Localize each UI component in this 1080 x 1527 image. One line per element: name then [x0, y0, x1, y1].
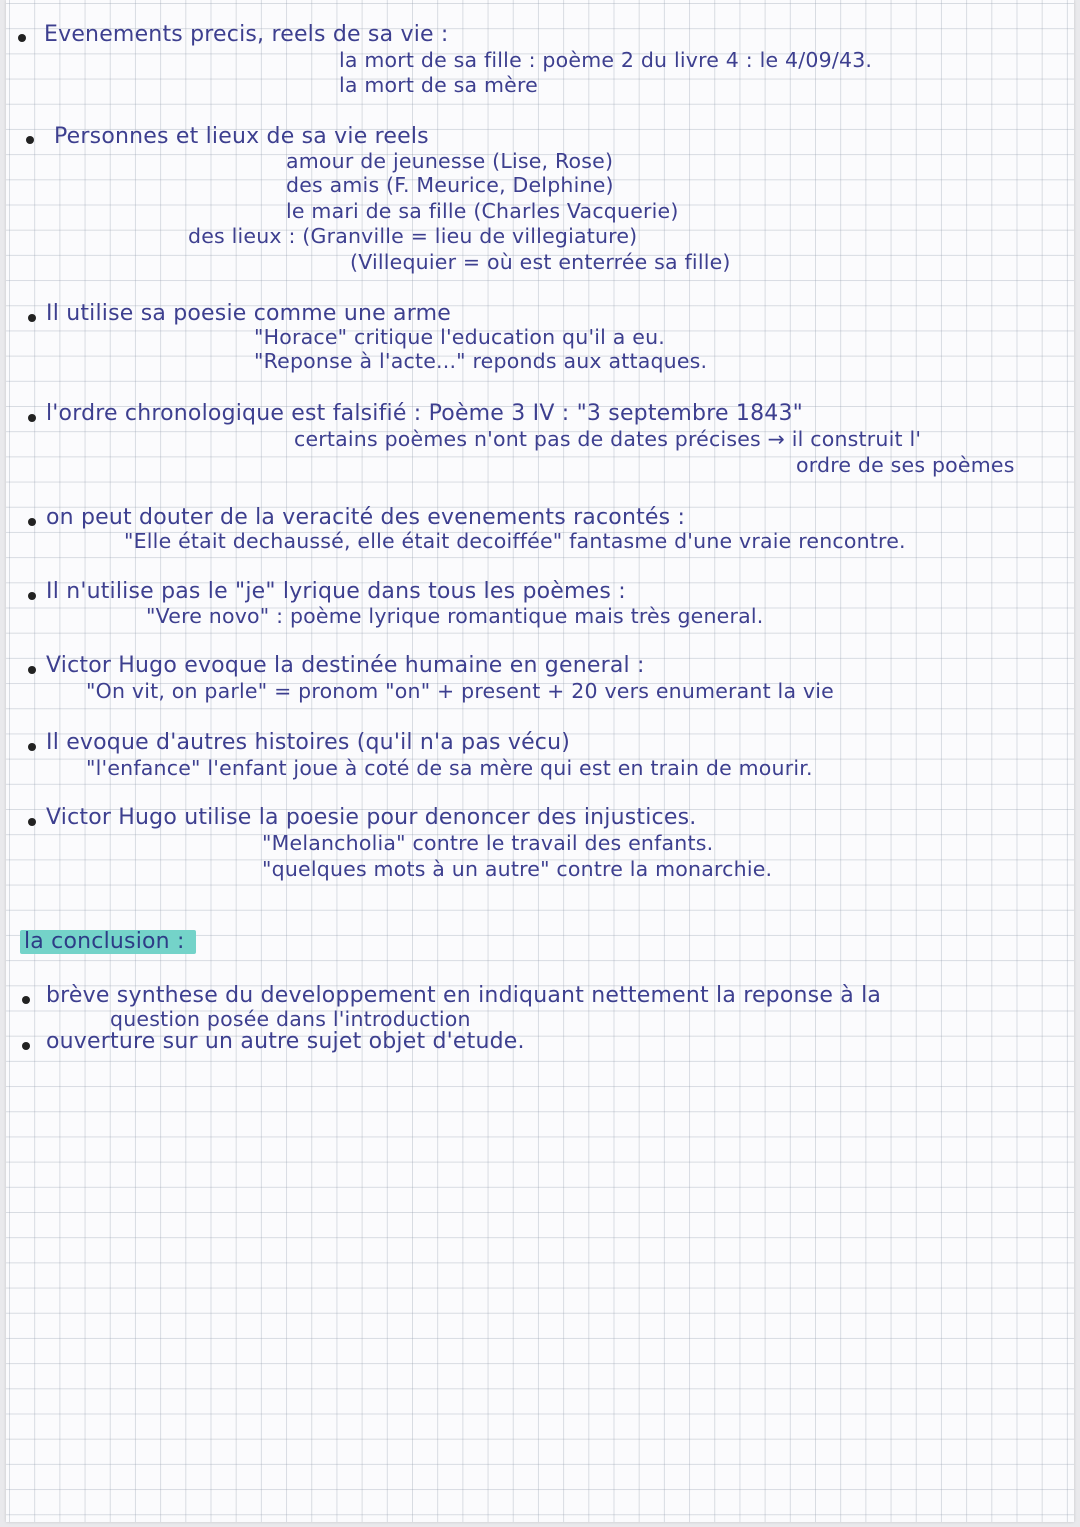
bullet-point — [28, 592, 36, 600]
note-line: "l'enfance" l'enfant joue à coté de sa mère qui est en train de mourir. — [86, 756, 813, 780]
note-line: "Elle était dechaussé, elle était decoiffée" fantasme d'une vraie rencontre. — [124, 529, 906, 553]
bullet-point — [28, 666, 36, 674]
note-line: ordre de ses poèmes — [796, 453, 1015, 477]
note-line: des amis (F. Meurice, Delphine) — [286, 173, 614, 197]
section-title: Victor Hugo evoque la destinée humaine en general : — [46, 653, 645, 678]
note-line: "Melancholia" contre le travail des enfants. — [262, 831, 714, 855]
bullet-point — [28, 314, 36, 322]
note-line: (Villequier = où est enterrée sa fille) — [350, 250, 731, 274]
note-line: certains poèmes n'ont pas de dates précises → il construit l' — [294, 427, 922, 451]
conclusion-line: brève synthese du developpement en indiquant nettement la reponse à la — [46, 983, 882, 1008]
note-line: "quelques mots à un autre" contre la monarchie. — [262, 857, 773, 881]
bullet-point — [28, 414, 36, 422]
bullet-point — [18, 34, 26, 42]
section-title: Evenements precis, reels de sa vie : — [44, 22, 449, 47]
note-line: "Reponse à l'acte..." reponds aux attaques. — [254, 349, 708, 373]
bullet-point — [26, 136, 34, 144]
bullet-point — [22, 1042, 30, 1050]
conclusion-line: question posée dans l'introduction — [110, 1007, 471, 1031]
bullet-point — [28, 818, 36, 826]
section-title: Il evoque d'autres histoires (qu'il n'a pas vécu) — [46, 730, 571, 755]
section-title: Victor Hugo utilise la poesie pour denoncer des injustices. — [46, 805, 697, 830]
section-title: on peut douter de la veracité des evenements racontés : — [46, 505, 686, 530]
note-line: amour de jeunesse (Lise, Rose) — [286, 149, 614, 173]
bullet-point — [22, 996, 30, 1004]
conclusion-line: ouverture sur un autre sujet objet d'etude. — [46, 1029, 525, 1054]
section-title: Il utilise sa poesie comme une arme — [46, 301, 451, 326]
note-line: "Vere novo" : poème lyrique romantique mais très general. — [146, 604, 764, 628]
note-line: la mort de sa mère — [339, 73, 538, 97]
conclusion-heading: la conclusion : — [24, 929, 185, 954]
note-line: la mort de sa fille : poème 2 du livre 4 : le 4/09/43. — [339, 48, 873, 72]
note-line: "On vit, on parle" = pronom "on" + present + 20 vers enumerant la vie — [86, 679, 834, 703]
note-line: "Horace" critique l'education qu'il a eu. — [254, 325, 665, 349]
note-line: le mari de sa fille (Charles Vacquerie) — [286, 199, 679, 223]
bullet-point — [28, 743, 36, 751]
section-title: Personnes et lieux de sa vie reels — [54, 124, 429, 149]
section-title: l'ordre chronologique est falsifié : Poème 3 IV : "3 septembre 1843" — [46, 401, 803, 426]
bullet-point — [28, 518, 36, 526]
notebook-page — [6, 0, 1074, 1522]
section-title: Il n'utilise pas le "je" lyrique dans tous les poèmes : — [46, 579, 626, 604]
note-line: des lieux : (Granville = lieu de villegiature) — [188, 224, 638, 248]
